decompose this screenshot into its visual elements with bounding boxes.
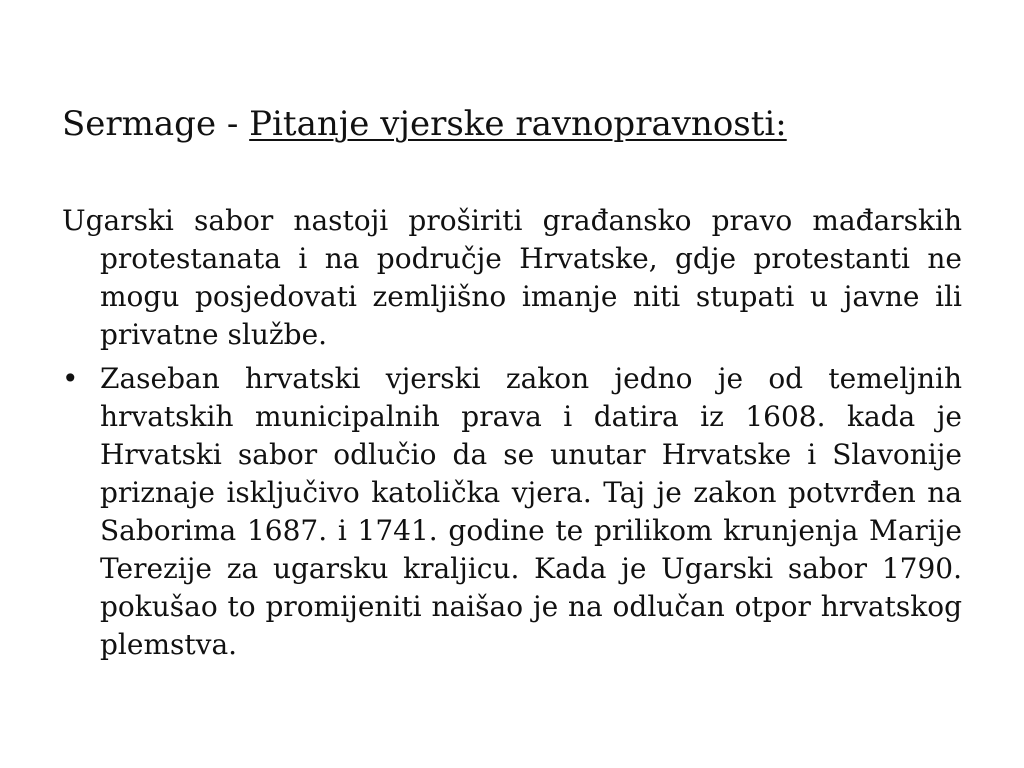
title-prefix: Sermage -: [62, 104, 250, 144]
body-paragraph: Ugarski sabor nastoji proširiti građansko pravo mađarskih protestanata i na područje Hrvatske, gdje protestanti ne mogu posjedovati zemljišno imanje niti stupati u javne ili privatne službe.: [62, 204, 962, 351]
bullet-text: Zaseban hrvatski vjerski zakon jedno je od temeljnih hrvatskih municipalnih prava i datira iz 1608. kada je Hrvatski sabor odlučio da se unutar Hrvatske i Slavonije priznaje isključivo katolička vjera. Taj je zakon potvrđen na Saborima 1687. i 1741. godine te prilikom krunjenja Marije Terezije za ugarsku kraljicu. Kada je Ugarski sabor 1790. pokušao to promijeniti naišao je na odlučan otpor hrvatskog plemstva.: [100, 362, 962, 661]
bullet-marker: •: [62, 362, 79, 395]
slide-title: [62, 104, 787, 145]
slide-content: [62, 202, 962, 664]
bullet-item: [62, 360, 962, 664]
title-underlined: Pitanje vjerske ravnopravnosti:: [249, 104, 787, 144]
